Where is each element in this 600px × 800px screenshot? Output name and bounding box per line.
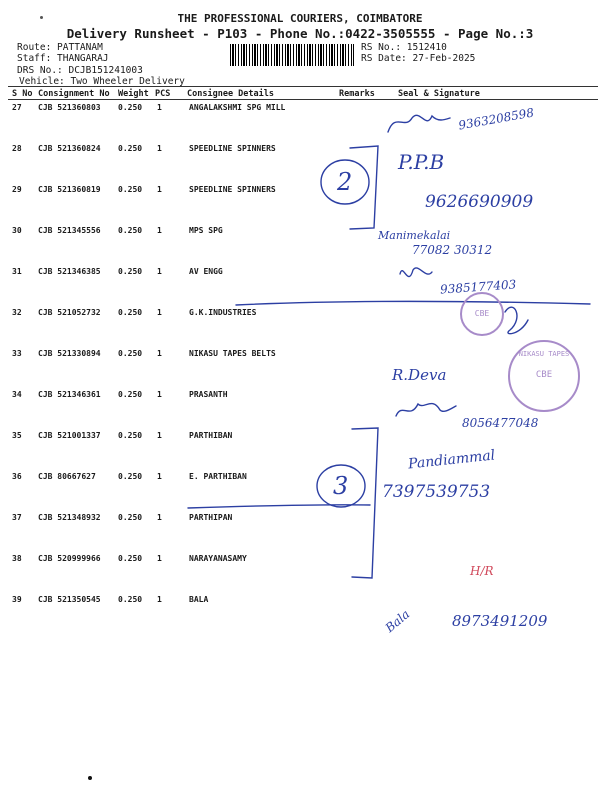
row-pcs: 1 xyxy=(157,349,162,358)
row-consignment: CJB 521052732 xyxy=(38,308,101,317)
signature-32 xyxy=(505,307,528,333)
row-weight: 0.250 xyxy=(118,185,143,194)
row-pcs: 1 xyxy=(157,595,162,604)
row-pcs: 1 xyxy=(157,513,162,522)
bracket-group-2 xyxy=(350,146,378,229)
row-consignment: CJB 521360803 xyxy=(38,103,101,112)
handwritten-name-36: Pandiammal xyxy=(407,447,496,473)
row-sno: 37 xyxy=(12,513,22,522)
row-consignment: CJB 521348932 xyxy=(38,513,101,522)
circle-number-3: 3 xyxy=(333,472,349,500)
scan-speck xyxy=(88,776,92,780)
runsheet-subtitle: Delivery Runsheet - P103 - Phone No.:0422-3505555 - Page No.:3 xyxy=(66,26,534,41)
row-sno: 39 xyxy=(12,595,22,604)
handwritten-sig-39: Bala xyxy=(382,606,413,636)
row-pcs: 1 xyxy=(157,103,162,112)
col-sno: S No xyxy=(12,89,33,99)
col-seal-signature: Seal & Signature xyxy=(398,89,480,99)
handwritten-phone-31: 9385177403 xyxy=(439,277,517,297)
handwritten-hr-38: H/R xyxy=(470,564,494,578)
row-pcs: 1 xyxy=(157,226,162,235)
row-consignee: ANGALAKSHMI SPG MILL xyxy=(189,103,286,112)
handwritten-name-30: Manimekalai xyxy=(378,229,451,242)
row-pcs: 1 xyxy=(157,308,162,317)
row-consignee: PRASANTH xyxy=(189,390,228,399)
row-consignee: BALA xyxy=(189,595,209,604)
row-consignee: E. PARTHIBAN xyxy=(189,472,247,481)
row-weight: 0.250 xyxy=(118,144,143,153)
row-pcs: 1 xyxy=(157,390,162,399)
row-sno: 30 xyxy=(12,226,22,235)
row-weight: 0.250 xyxy=(118,267,143,276)
col-pcs: PCS xyxy=(155,89,171,99)
handwritten-phone-29: 9626690909 xyxy=(425,192,534,212)
rs-date: RS Date: 27-Feb-2025 xyxy=(361,53,476,64)
row-weight: 0.250 xyxy=(118,226,143,235)
row-pcs: 1 xyxy=(157,431,162,440)
signature-31 xyxy=(400,268,432,277)
row-consignee: SPEEDLINE SPINNERS xyxy=(189,185,276,194)
col-consignee: Consignee Details xyxy=(187,89,274,99)
staff: Staff: THANGARAJ xyxy=(17,53,109,64)
route: Route: PATTANAM xyxy=(17,42,103,53)
rs-number: RS No.: 1512410 xyxy=(361,42,447,53)
row-consignee: G.K.INDUSTRIES xyxy=(189,308,257,317)
handwritten-phone-34: 8056477048 xyxy=(462,416,539,430)
circle-number-2: 2 xyxy=(337,168,353,196)
row-sno: 34 xyxy=(12,390,22,399)
row-consignment: CJB 521360824 xyxy=(38,144,101,153)
row-consignment: CJB 521346385 xyxy=(38,267,101,276)
row-pcs: 1 xyxy=(157,472,162,481)
col-weight: Weight xyxy=(118,89,149,99)
row-weight: 0.250 xyxy=(118,595,143,604)
row-consignee: SPEEDLINE SPINNERS xyxy=(189,144,276,153)
col-consignment: Consignment No xyxy=(38,89,110,99)
col-remarks: Remarks xyxy=(339,89,375,99)
row-consignee: NIKASU TAPES BELTS xyxy=(189,349,276,358)
row-consignment: CJB 520999966 xyxy=(38,554,101,563)
handwritten-sig-33: R.Deva xyxy=(392,366,447,384)
stamp-cbe-text: CBE xyxy=(474,309,490,318)
row-consignment: CJB 521001337 xyxy=(38,431,101,440)
row-pcs: 1 xyxy=(157,267,162,276)
strike-line xyxy=(236,301,590,305)
row-pcs: 1 xyxy=(157,144,162,153)
row-sno: 27 xyxy=(12,103,22,112)
signature-27 xyxy=(388,115,450,132)
handwritten-phone-39: 8973491209 xyxy=(452,612,548,630)
handwritten-sig-28: P.P.B xyxy=(398,150,445,174)
row-weight: 0.250 xyxy=(118,103,143,112)
stamp-nikasu xyxy=(508,340,580,412)
scan-speck xyxy=(40,16,43,19)
row-sno: 31 xyxy=(12,267,22,276)
row-weight: 0.250 xyxy=(118,349,143,358)
row-consignee: PARTHIPAN xyxy=(189,513,233,522)
company-title: THE PROFESSIONAL COURIERS, COIMBATORE xyxy=(177,12,423,25)
row-sno: 35 xyxy=(12,431,22,440)
row-consignee: PARTHIBAN xyxy=(189,431,233,440)
drs-number: DRS No.: DCJB151241003 xyxy=(17,65,143,76)
handwritten-phone-36: 7397539753 xyxy=(382,482,491,502)
row-consignment: CJB 80667627 xyxy=(38,472,96,481)
row-consignment: CJB 521360819 xyxy=(38,185,101,194)
stamp-nikasu-text: NIKASU TAPES xyxy=(518,350,570,358)
row-sno: 32 xyxy=(12,308,22,317)
row-sno: 36 xyxy=(12,472,22,481)
row-weight: 0.250 xyxy=(118,554,143,563)
row-consignment: CJB 521330894 xyxy=(38,349,101,358)
row-sno: 38 xyxy=(12,554,22,563)
signature-34 xyxy=(396,404,456,416)
row-consignee: MPS SPG xyxy=(189,226,223,235)
row-consignee: AV ENGG xyxy=(189,267,223,276)
row-weight: 0.250 xyxy=(118,431,143,440)
row-pcs: 1 xyxy=(157,554,162,563)
row-sno: 28 xyxy=(12,144,22,153)
row-sno: 29 xyxy=(12,185,22,194)
row-weight: 0.250 xyxy=(118,390,143,399)
row-consignment: CJB 521345556 xyxy=(38,226,101,235)
row-consignee: NARAYANASAMY xyxy=(189,554,247,563)
stamp-cbe xyxy=(460,292,504,336)
row-consignment: CJB 521346361 xyxy=(38,390,101,399)
row-pcs: 1 xyxy=(157,185,162,194)
row-consignment: CJB 521350545 xyxy=(38,595,101,604)
stamp-nikasu-cbe: CBE xyxy=(535,370,553,380)
row-weight: 0.250 xyxy=(118,472,143,481)
handwritten-phone-30: 77082 30312 xyxy=(412,243,493,257)
row-weight: 0.250 xyxy=(118,513,143,522)
row-weight: 0.250 xyxy=(118,308,143,317)
row-sno: 33 xyxy=(12,349,22,358)
handwritten-phone-27: 9363208598 xyxy=(457,105,535,133)
vehicle: Vehicle: Two Wheeler Delivery xyxy=(19,76,185,87)
